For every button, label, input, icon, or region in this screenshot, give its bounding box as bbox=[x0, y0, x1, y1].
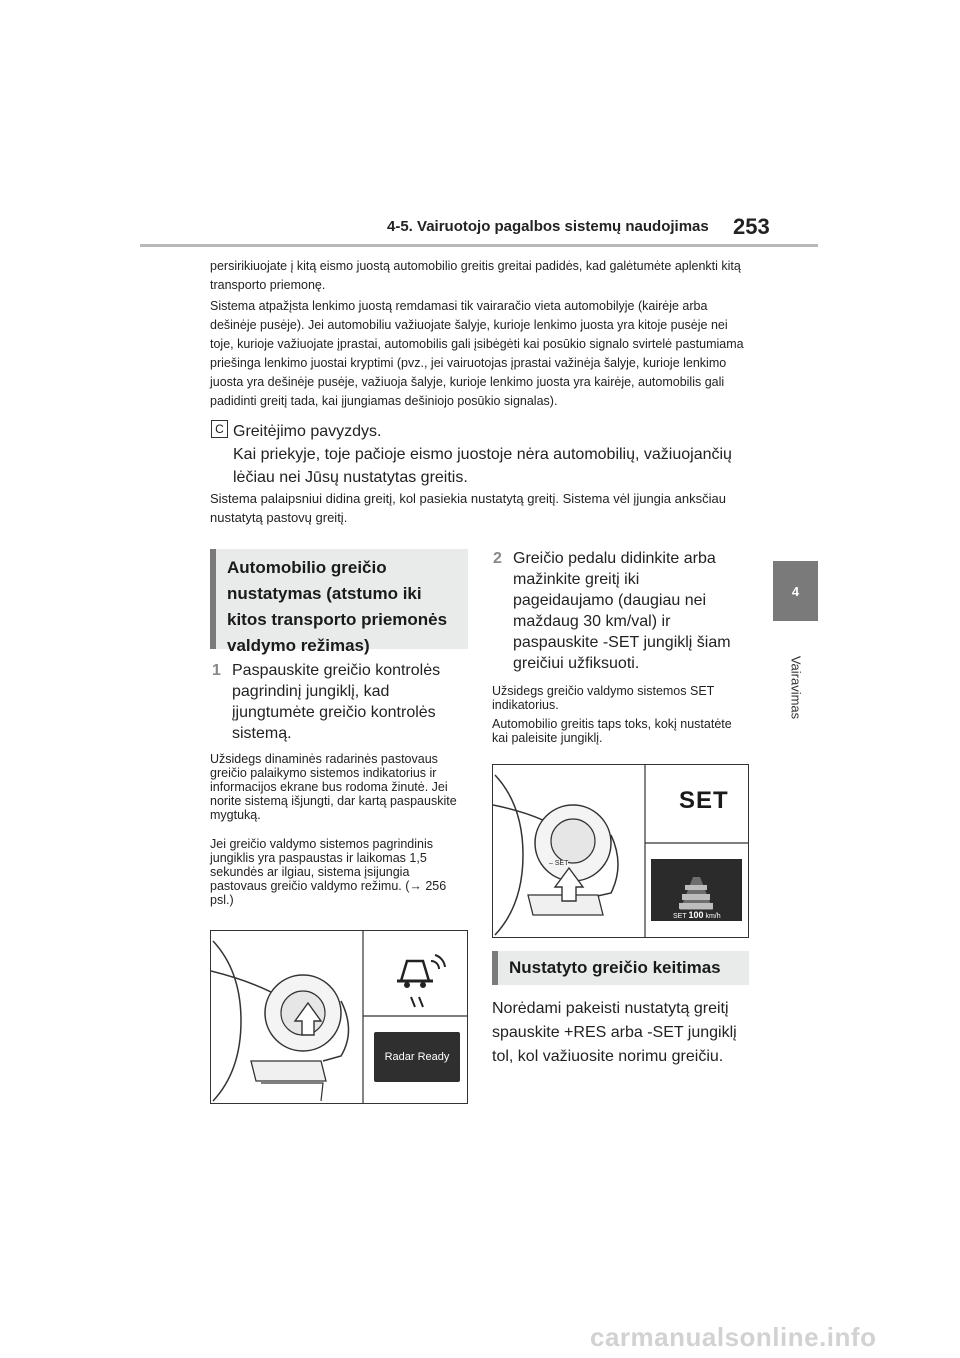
step-1-number: 1 bbox=[212, 662, 221, 679]
page-number: 253 bbox=[733, 214, 770, 239]
example-badge: C bbox=[211, 420, 228, 438]
example-heading: Greitėjimo pavyzdys. bbox=[233, 423, 382, 440]
example-note: Sistema palaipsniui didina greitį, kol pasiekia nustatytą greitį. Sistema vėl įjungia anksčiau nustatytą pastovų greitį. bbox=[210, 491, 726, 525]
figure-steering-main-switch bbox=[210, 930, 468, 1104]
radar-cruise-icon bbox=[397, 955, 445, 1007]
step-2-note-1: Užsidegs greičio valdymo sistemos SET indikatorius. bbox=[492, 684, 715, 712]
watermark: carmanualsonline.info bbox=[590, 1322, 877, 1352]
chapter-label: Vairavimas bbox=[788, 655, 804, 720]
figure-set-switch bbox=[492, 764, 749, 938]
intro-paragraph-1: persirikiuojate į kitą eismo juostą automobilio greitis greitai padidės, kad galėtumėte aplenkti kitą transporto priemonę. bbox=[210, 259, 741, 292]
section-heading-change-speed: Nustatyto greičio keitimas bbox=[492, 951, 749, 985]
set-speed-value: 100 bbox=[688, 910, 704, 920]
step-2-text: Greičio pedalu didinkite arba mažinkite greitį iki pageidaujamo (daugiau nei maždaug 30 km/val) ir paspauskite -SET jungiklį šiam greičiui užfiksuoti. bbox=[513, 550, 731, 672]
example-description: Kai priekyje, toje pačioje eismo juostoje nėra automobilių, važiuojančių lėčiau nei Jūsų nustatytas greitis. bbox=[233, 446, 732, 486]
step-1-note-2: Jei greičio valdymo sistemos pagrindinis jungiklis yra paspaustas ir laikomas 1,5 sekundės ar ilgiau, sistema įsijungia pastovaus greičio valdymo režimu. (→ 256 psl.) bbox=[210, 837, 447, 907]
section-heading-speed-setting: Automobilio greičio nustatymas (atstumo iki kitos transporto priemonės valdymo režimas) bbox=[210, 549, 468, 649]
radar-ready-display: Radar Ready bbox=[384, 1051, 450, 1063]
header-divider bbox=[140, 244, 818, 247]
set-button-label: – SET bbox=[549, 860, 569, 867]
chapter-tab: 4 bbox=[773, 561, 818, 621]
set-speed-unit: km/h bbox=[705, 913, 721, 920]
set-speed-prefix: SET bbox=[673, 913, 687, 920]
step-1-note-1: Užsidegs dinaminės radarinės pastovaus greičio palaikymo sistemos indikatorius ir informacijos ekrane bus rodoma žinutė. Jei norite sistemą išjungti, dar kartą paspauskite mygtuką. bbox=[210, 752, 457, 822]
set-indicator-label: SET bbox=[679, 787, 729, 814]
step-2-number: 2 bbox=[493, 550, 502, 567]
intro-paragraph-2: Sistema atpažįsta lenkimo juostą remdamasi tik vairaračio vieta automobilyje (kairėje arba dešinėje pusėje). Jei automobiliu važiuojate šalyje, kurioje lenkimo juosta yra kitoje pusėje nei toje, kurioje važiuojate įprastai, automobilis gali įsibėgėti kai posūkio signalo svirtelė pastumiama priešinga lenkimo juostai kryptimi (pvz., jei vairuotojas įprastai važinėja šalyje, kurioje lenkimo juosta yra dešinėje pusėje, važiuoja šalyje, kurioje lenkimo juosta yra kairėje, automobilis gali padidinti greitį tada, kai įjungiamas dešiniojo posūkio signalas). bbox=[210, 299, 744, 408]
section-title: 4-5. Vairuotojo pagalbos sistemų naudojimas bbox=[387, 218, 709, 235]
set-speed-display bbox=[673, 910, 721, 920]
step-1-text: Paspauskite greičio kontrolės pagrindinį jungiklį, kad įjungtumėte greičio kontrolės sistemą. bbox=[232, 662, 441, 742]
step-2 bbox=[493, 548, 515, 569]
step-2-note-2: Automobilio greitis taps toks, kokį nustatėte kai paleisite jungiklį. bbox=[492, 717, 732, 745]
change-speed-text: Norėdami pakeisti nustatytą greitį spauskite +RES arba -SET jungiklį tol, kol važiuosite norimu greičiu. bbox=[492, 1000, 737, 1065]
